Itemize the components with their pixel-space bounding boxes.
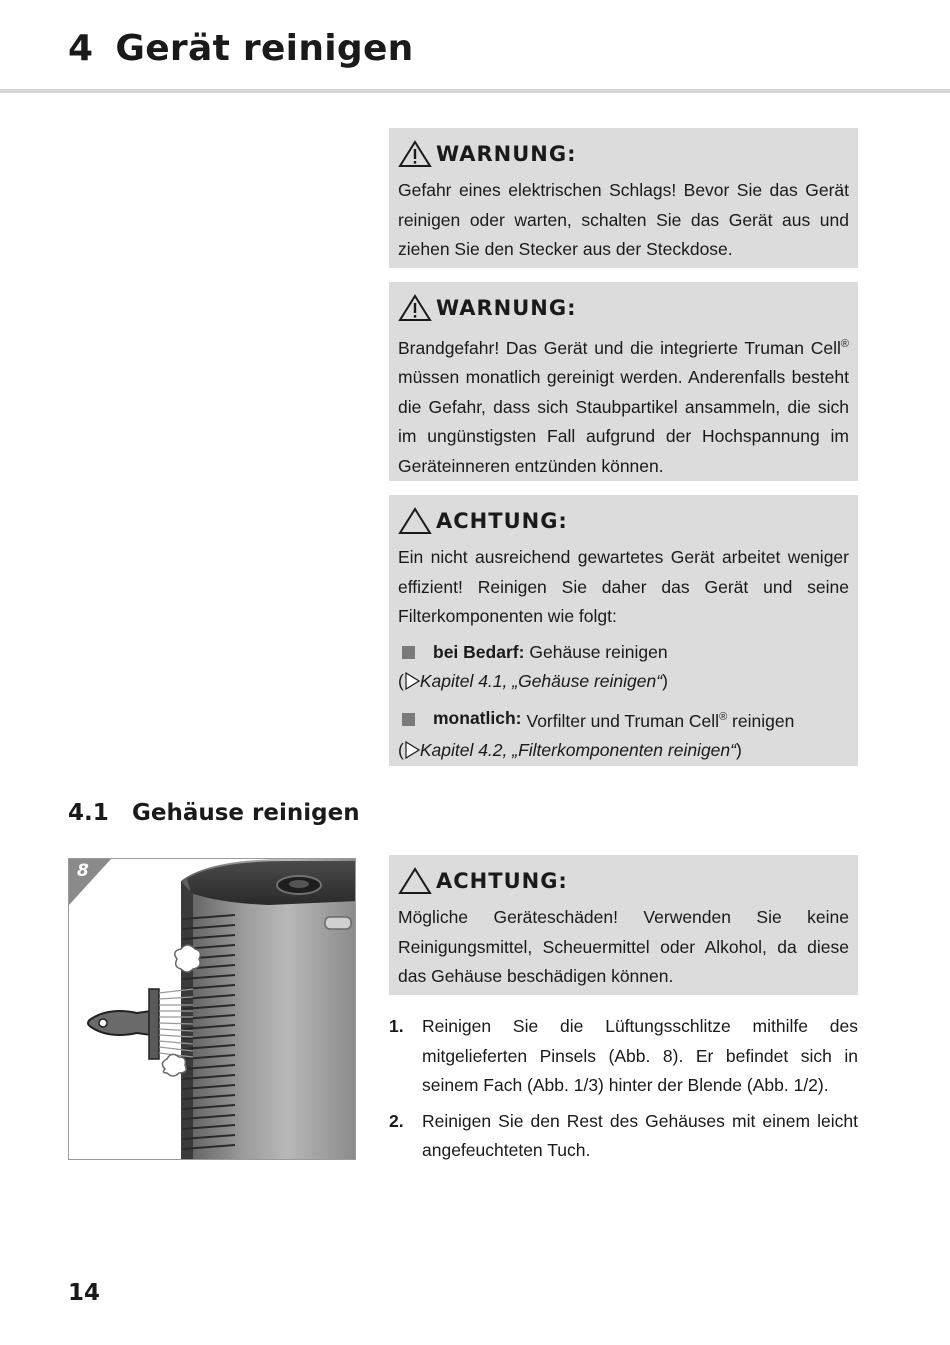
cross-reference[interactable] [398,667,849,697]
exclamation-triangle-icon [398,294,432,322]
list-item [389,1107,858,1166]
chapter-title-text: Gerät reinigen [115,28,414,69]
warning-header [398,292,849,324]
warning-header [398,138,849,170]
reference-arrow-icon [404,672,420,690]
caution-box-damage [389,855,858,995]
exclamation-triangle-icon [398,140,432,168]
paren-open: ( [398,739,404,760]
page-number: 14 [68,1280,101,1306]
step-text: Reinigen Sie den Rest des Gehäuses mit einem leicht angefeuchteten Tuch. [422,1110,858,1160]
caution-text: Mögliche Geräteschäden! Verwenden Sie keine Reinigungsmittel, Scheuermittel oder Alkohol, da diese das Gehäuse beschädigen können. [398,907,849,986]
caution-label: ACHTUNG: [436,509,568,533]
bullet-item [398,638,849,668]
warning-text-part: Brandgefahr! Das Gerät und die integrierte Truman Cell [398,337,841,358]
caution-label: ACHTUNG: [436,869,568,893]
paren-open: ( [398,671,404,691]
bullet-bold: bei Bedarf: [433,641,525,662]
figure-number: 8 [77,861,89,881]
bullet-text [526,703,794,736]
registered-mark: ® [840,338,849,350]
caution-header [398,865,849,897]
caution-box-maintenance [389,495,858,766]
air-purifier-cleaning-illustration [69,859,356,1160]
section-title-text: Gehäuse reinigen [132,800,360,826]
warning-text [398,330,849,481]
chapter-number: 4 [68,28,94,69]
section-number: 4.1 [68,800,109,826]
paren-close: ) [662,671,668,691]
reference-arrow-icon [404,741,420,759]
header-rule [0,89,950,93]
list-item [389,1012,858,1101]
cleaning-steps [389,1012,858,1172]
bullet-bold: monatlich: [433,708,522,729]
step-text: Reinigen Sie die Lüftungsschlitze mithilfe des mitgelieferten Pinsels (Abb. 8). Er befindet sich in seinem Fach (Abb. 1/3) hinter der Blende (Abb. 1/2). [422,1016,858,1095]
empty-triangle-icon [398,867,432,895]
step-number: 1. [389,1016,404,1036]
reference-link[interactable]: Kapitel 4.1, „Gehäuse reinigen“ [419,671,663,691]
step-number: 2. [389,1110,404,1131]
figure-8 [68,858,356,1160]
reference-link[interactable]: Kapitel 4.2, „Filterkomponenten reinigen“ [419,739,736,760]
warning-text: Gefahr eines elektrischen Schlags! Bevor Sie das Gerät reinigen oder warten, schalten Sie das Gerät aus und ziehen Sie den Stecker aus der Steckdose. [398,180,849,259]
chapter-title [68,28,414,69]
bullet-text: Gehäuse reinigen [529,641,668,662]
bullet-square-icon [402,713,415,726]
warning-label: WARNUNG: [436,296,577,320]
registered-mark: ® [719,710,728,723]
caution-text: Ein nicht ausreichend gewartetes Gerät arbeitet weniger effizient! Reinigen Sie daher das Gerät und seine Filterkomponenten wie folgt: [398,547,849,626]
warning-text-part: müssen monatlich gereinigt werden. Anderenfalls besteht die Gefahr, dass sich Staubpartikel ansammeln, die sich im ungünstigsten Fall aufgrund der Hochspannung im Geräteinneren entzünden können. [398,367,849,476]
bullet-item [398,703,849,736]
paren-close: ) [735,739,742,760]
bullet-square-icon [402,646,415,659]
cross-reference[interactable] [398,736,849,766]
bullet-text-part: reinigen [727,710,795,731]
section-title [68,800,360,826]
bullet-text-part: Vorfilter und Truman Cell [526,710,720,731]
empty-triangle-icon [398,507,432,535]
caution-header [398,505,849,537]
warning-box-fire [389,282,858,481]
warning-box-electric [389,128,858,268]
warning-label: WARNUNG: [436,142,577,166]
